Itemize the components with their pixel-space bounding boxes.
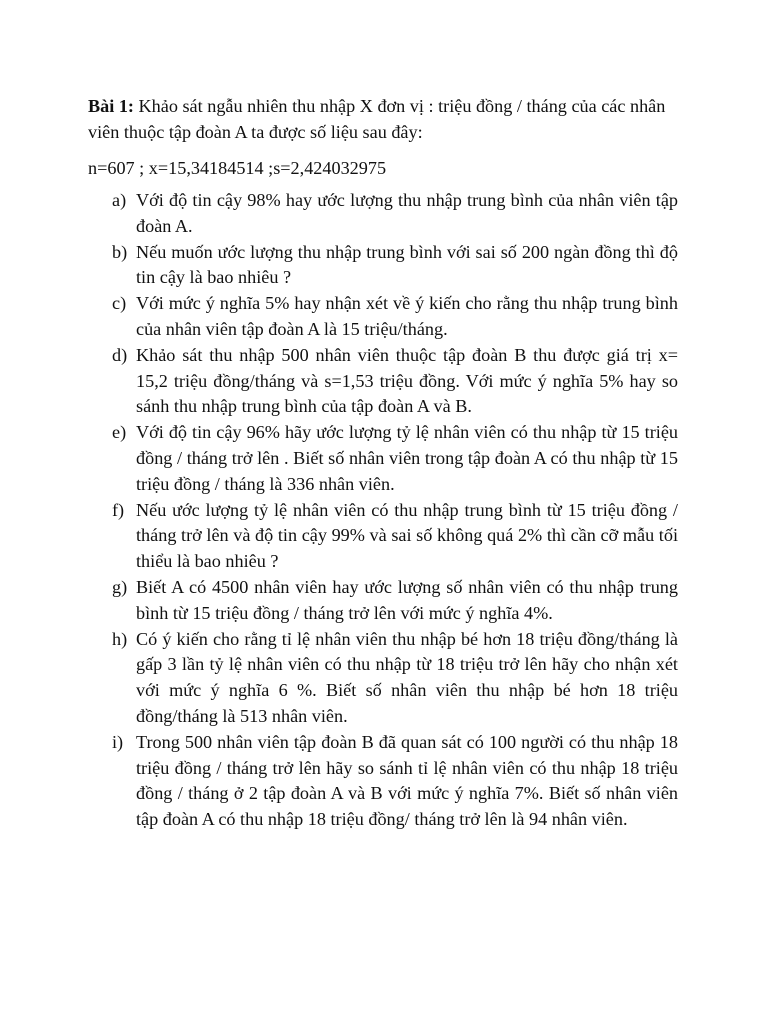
sample-statistics: n=607 ; x=15,34184514 ;s=2,424032975 [88, 158, 387, 178]
question-marker: h) [112, 628, 128, 649]
question-list [88, 188, 678, 833]
exercise-intro-text: Khảo sát ngẫu nhiên thu nhập X đơn vị : triệu đồng / tháng của các nhân viên thuộc tập đoàn A ta được số liệu sau đây: [88, 96, 666, 142]
question-text: Với độ tin cậy 96% hãy ước lượng tỷ lệ nhân viên có thu nhập từ 15 triệu đồng / tháng trở lên . Biết số nhân viên trong tập đoàn A có thu nhập từ 15 triệu đồng / tháng là 336 nhân viên. [136, 422, 678, 494]
question-item-f [88, 498, 678, 575]
question-text: Có ý kiến cho rằng tỉ lệ nhân viên thu nhập bé hơn 18 triệu đồng/tháng là gấp 3 lần tỷ lệ nhân viên có thu nhập từ 18 triệu trở lên hãy cho nhận xét với mức ý nghĩa 6 %. Biết số nhân viên thu nhập bé hơn 18 triệu đồng/tháng là 513 nhân viên. [136, 628, 678, 726]
question-marker: f) [112, 499, 125, 520]
question-text: Trong 500 nhân viên tập đoàn B đã quan sát có 100 người có thu nhập 18 triệu đồng / tháng trở lên hãy so sánh tỉ lệ nhân viên có thu nhập 18 triệu đồng / tháng ở 2 tập đoàn A và B với mức ý nghĩa 7%. Biết số nhân viên tập đoàn A có thu nhập 18 triệu đồng/ tháng trở lên là 94 nhân viên. [136, 731, 678, 830]
question-item-a [88, 188, 678, 240]
question-item-i [88, 730, 678, 833]
question-item-g [88, 575, 678, 627]
question-item-d [88, 343, 678, 420]
question-text: Nếu muốn ước lượng thu nhập trung bình với sai số 200 ngàn đồng thì độ tin cậy là bao nhiêu ? [136, 241, 678, 288]
question-item-e [88, 420, 678, 497]
exercise-title: Bài 1: [88, 96, 134, 116]
question-marker: g) [112, 576, 128, 597]
question-marker: a) [112, 190, 127, 210]
question-text: Với độ tin cậy 98% hay ước lượng thu nhập trung bình của nhân viên tập đoàn A. [136, 190, 678, 236]
question-item-c [88, 291, 678, 343]
question-item-b [88, 240, 678, 292]
question-marker: b) [112, 241, 128, 262]
question-marker: d) [112, 344, 128, 365]
question-marker: i) [112, 731, 124, 752]
question-text: Khảo sát thu nhập 500 nhân viên thuộc tập đoàn B thu được giá trị x= 15,2 triệu đồng/tháng và s=1,53 triệu đồng. Với mức ý nghĩa 5% hay so sánh thu nhập trung bình của tập đoàn A và B. [136, 344, 678, 417]
question-text: Biết A có 4500 nhân viên hay ước lượng số nhân viên có thu nhập trung bình từ 15 triệu đồng / tháng trở lên với mức ý nghĩa 4%. [136, 576, 678, 623]
question-marker: e) [112, 422, 127, 443]
question-text: Nếu ước lượng tỷ lệ nhân viên có thu nhập trung bình từ 15 triệu đồng / tháng trở lên và độ tin cậy 99% và sai số không quá 2% thì cần cỡ mẫu tối thiểu là bao nhiêu ? [136, 499, 678, 572]
question-text: Với mức ý nghĩa 5% hay nhận xét về ý kiến cho rằng thu nhập trung bình của nhân viên tập đoàn A là 15 triệu/tháng. [136, 293, 678, 339]
question-item-h [88, 627, 678, 730]
question-marker: c) [112, 293, 127, 314]
exercise-intro [88, 93, 678, 145]
